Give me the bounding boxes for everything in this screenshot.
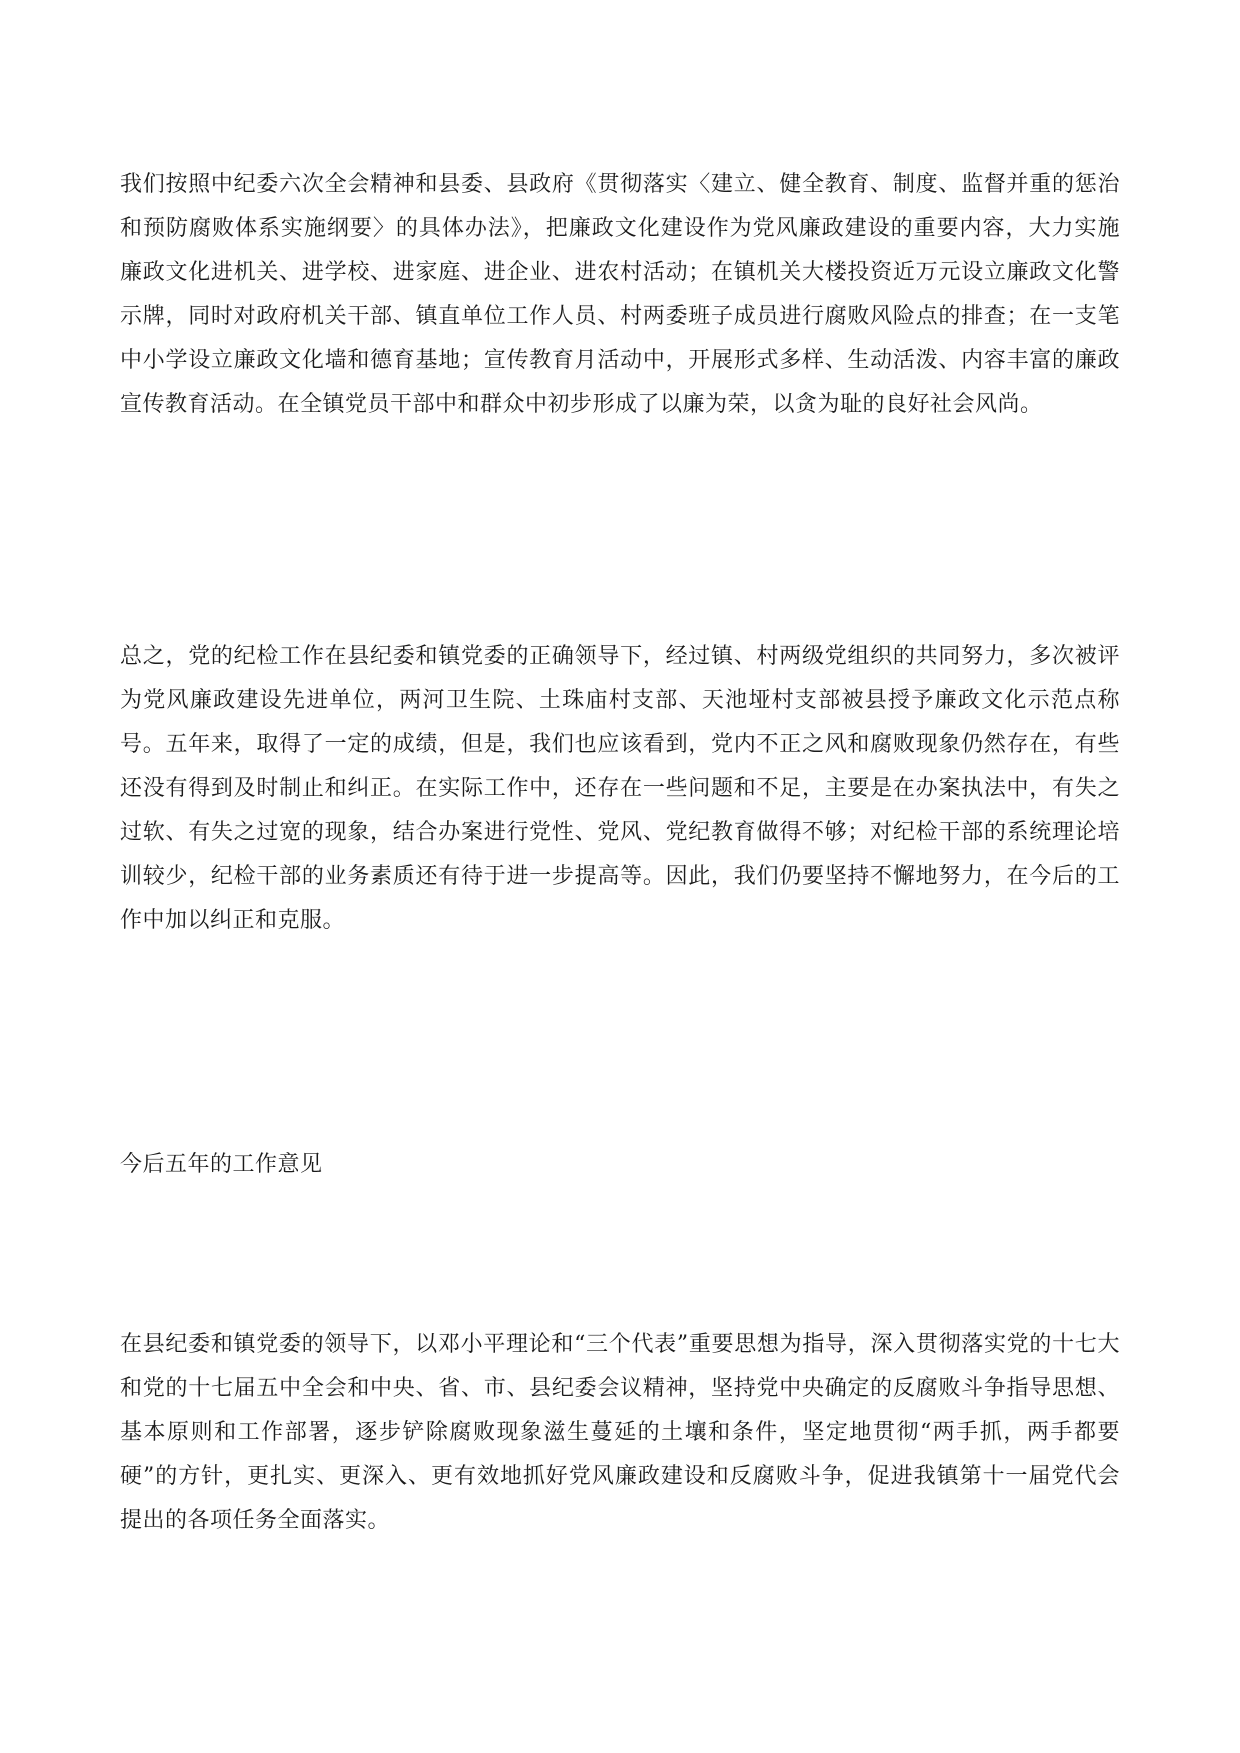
section-heading: 今后五年的工作意见 (120, 1152, 323, 1177)
paragraph-work-plan: 在县纪委和镇党委的领导下，以邓小平理论和“三个代表”重要思想为指导，深入贯彻落实党的十七大和党的十七届五中全会和中央、省、市、县纪委会议精神，坚持党中央确定的反腐败斗争指导思想、基本原则和工作部署，逐步铲除腐败现象滋生蔓延的土壤和条件，坚定地贯彻“两手抓，两手都要硬”的方针，更扎实、更深入、更有效地抓好党风廉政建设和反腐败斗争，促进我镇第十一届党代会提出的各项任务全面落实。 (120, 1332, 1120, 1533)
paragraph-anti-corruption-culture: 我们按照中纪委六次全会精神和县委、县政府《贯彻落实〈建立、健全教育、制度、监督并重的惩治和预防腐败体系实施纲要〉的具体办法》，把廉政文化建设作为党风廉政建设的重要内容，大力实施廉政文化进机关、进学校、进家庭、进企业、进农村活动；在镇机关大楼投资近万元设立廉政文化警示牌，同时对政府机关干部、镇直单位工作人员、村两委班子成员进行腐败风险点的排查；在一支笔中小学设立廉政文化墙和德育基地；宣传教育月活动中，开展形式多样、生动活泼、内容丰富的廉政宣传教育活动。在全镇党员干部中和群众中初步形成了以廉为荣，以贪为耻的良好社会风尚。 (120, 172, 1120, 417)
paragraph-summary: 总之，党的纪检工作在县纪委和镇党委的正确领导下，经过镇、村两级党组织的共同努力，多次被评为党风廉政建设先进单位，两河卫生院、土珠庙村支部、天池垭村支部被县授予廉政文化示范点称号。五年来，取得了一定的成绩，但是，我们也应该看到，党内不正之风和腐败现象仍然存在，有些还没有得到及时制止和纠正。在实际工作中，还存在一些问题和不足，主要是在办案执法中，有失之过软、有失之过宽的现象，结合办案进行党性、党风、党纪教育做得不够；对纪检干部的系统理论培训较少，纪检干部的业务素质还有待于进一步提高等。因此，我们仍要坚持不懈地努力，在今后的工作中加以纠正和克服。 (120, 644, 1120, 933)
